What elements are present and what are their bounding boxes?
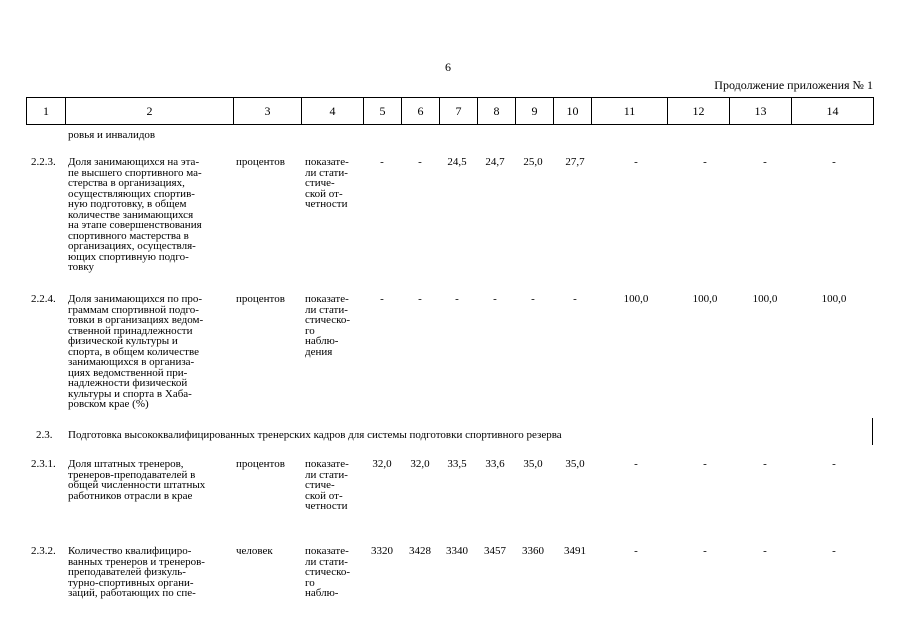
value-cell: - [763,545,767,557]
value-cell: 24,7 [485,156,505,168]
section-title: Подготовка высококвалифицированных тренерских кадров для системы подготовки спортивного резерва [68,429,562,441]
value-cell: - [418,156,422,168]
value-cell: - [380,156,384,168]
column-header-table [26,97,874,125]
text-line: на этапе совершенствования [68,219,202,231]
text-line: ющих спортивную подго- [68,250,189,263]
continuation-label: Продолжение приложения № 1 [714,78,873,92]
text-line: стическо- [305,566,351,578]
text-line: ли стати- [305,468,348,481]
text-line: ской от- [305,187,343,200]
text-line: ли стати- [305,303,348,316]
value-cell: - [703,545,707,557]
text-line: стерства в организациях, [68,177,185,189]
text-line: го [305,324,315,337]
text-line: показате- [305,293,349,305]
value-cell: 3340 [446,545,468,557]
header-cell: 13 [730,98,792,125]
page-number: 6 [445,60,451,74]
text-line: ли стати- [305,555,348,568]
value-cell: 100,0 [623,293,649,305]
value-cell: 24,5 [447,156,467,168]
row-name [68,294,203,410]
value-cell: - [832,458,836,470]
row-number: 2.3.1. [31,458,56,470]
text-line: работников отрасли в крае [68,489,193,502]
value-cell: 33,6 [485,458,505,470]
text-line: занимающихся в организа- [68,356,195,368]
value-cell: 35,0 [565,458,585,470]
text-line: Доля штатных тренеров, [68,458,184,470]
row-number: 2.3.2. [31,545,56,557]
value-cell: 3320 [371,545,393,557]
header-cell: 8 [478,98,516,125]
value-cell: - [634,458,638,470]
value-cell: 3491 [564,545,586,557]
row-unit: человек [236,545,273,557]
header-row [27,98,874,125]
text-line: стическо- [305,314,351,326]
value-cell: 27,7 [565,156,585,168]
row-number: 2.2.4. [31,293,56,305]
row-unit: процентов [236,293,285,305]
text-line: ской от- [305,489,343,502]
text-line: преподавателей физкуль- [68,566,186,578]
text-line: ровском крае (%) [68,398,149,410]
text-line: Доля занимающихся по про- [68,293,203,305]
row-name [68,546,205,599]
row-source [305,459,349,512]
value-cell: 35,0 [523,458,543,470]
value-cell: 32,0 [410,458,430,470]
value-cell: - [531,293,535,305]
value-cell: - [763,458,767,470]
text-line: показате- [305,156,349,168]
text-line: заций, работающих по спе- [68,587,196,599]
value-cell: 100,0 [821,293,847,305]
value-cell: - [832,156,836,168]
value-cell: 3360 [522,545,544,557]
text-line: ли стати- [305,166,348,179]
text-line: циях ведомственной при- [68,366,188,379]
header-cell: 9 [516,98,554,125]
row-unit: процентов [236,156,285,168]
header-cell: 3 [234,98,302,125]
text-line: надлежности физической [68,377,188,389]
text-line: товку [68,261,95,273]
text-line: пе высшего спортивного ма- [68,166,202,179]
value-cell: - [380,293,384,305]
text-line: наблю- [305,587,339,599]
text-line: общей численности штатных [68,479,206,491]
header-cell: 2 [66,98,234,125]
table-border-fragment [872,418,873,445]
header-cell: 12 [668,98,730,125]
section-number: 2.3. [36,429,53,441]
text-line: стиче- [305,177,335,189]
header-cell: 10 [554,98,592,125]
value-cell: - [418,293,422,305]
value-cell: 100,0 [692,293,718,305]
value-cell: - [455,293,459,305]
value-cell: - [703,458,707,470]
carryover-text: ровья и инвалидов [68,129,156,141]
text-line: показате- [305,545,349,557]
value-cell: - [493,293,497,305]
text-line: тренеров-преподавателей в [68,468,196,481]
text-line: ную подготовку, в общем [68,198,187,210]
text-line: ственной принадлежности [68,324,193,337]
value-cell: - [634,156,638,168]
text-line: количестве занимающихся [68,208,194,221]
header-cell: 5 [364,98,402,125]
row-name [68,157,202,273]
text-line: спортивного мастерства в [68,229,189,242]
value-cell: 33,5 [447,458,467,470]
row-source [305,294,350,357]
text-line: осуществляющих спортив- [68,187,195,200]
text-line: четности [305,500,348,512]
value-cell: - [573,293,577,305]
text-line: ванных тренеров и тренеров- [68,555,205,568]
text-line: культуры и спорта в Хаба- [68,387,192,400]
header-cell: 7 [440,98,478,125]
row-name [68,459,205,501]
text-line: стиче- [305,479,335,491]
value-cell: - [703,156,707,168]
text-line: дения [305,345,333,358]
value-cell: - [634,545,638,557]
text-line: товки в организациях ведом- [68,314,204,326]
text-line: четности [305,198,348,210]
text-line: Количество квалифициро- [68,545,192,557]
text-line: физической культуры и [68,335,178,347]
row-source [305,157,349,210]
row-source [305,546,350,599]
text-line: граммам спортивной подго- [68,303,199,316]
text-line: турно-спортивных органи- [68,576,194,589]
header-cell: 4 [302,98,364,125]
row-unit: процентов [236,458,285,470]
value-cell: - [832,545,836,557]
value-cell: 25,0 [523,156,543,168]
value-cell: - [763,156,767,168]
text-line: организациях, осуществля- [68,240,196,252]
value-cell: 32,0 [372,458,392,470]
header-cell: 6 [402,98,440,125]
header-cell: 1 [27,98,66,125]
row-number: 2.2.3. [31,156,56,168]
text-line: Доля занимающихся на эта- [68,156,200,168]
text-line: го [305,576,315,589]
value-cell: 3457 [484,545,506,557]
text-line: наблю- [305,335,339,347]
header-cell: 11 [592,98,668,125]
value-cell: 3428 [409,545,431,557]
text-line: спорта, в общем количестве [68,345,199,358]
value-cell: 100,0 [752,293,778,305]
text-line: показате- [305,458,349,470]
header-cell: 14 [792,98,874,125]
